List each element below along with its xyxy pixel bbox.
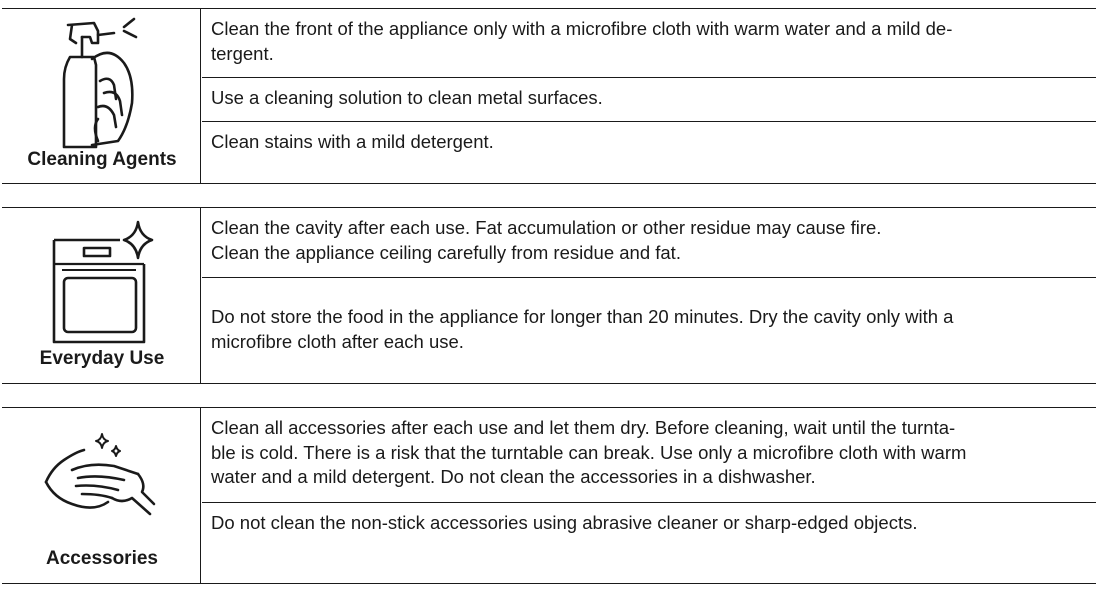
instruction-text: Clean the appliance ceiling carefully from residue and fat.	[211, 241, 681, 263]
instruction-row	[202, 208, 1096, 277]
instruction-row	[202, 408, 1096, 502]
instruction-text: ble is cold. There is a risk that the turntable can break. Use only a microfibre cloth with warm	[211, 441, 967, 463]
column-divider	[200, 408, 201, 583]
instruction-text: microfibre cloth after each use.	[211, 330, 464, 352]
column-divider	[200, 9, 201, 183]
instruction-text: water and a mild detergent. Do not clean the accessories in a dishwasher.	[211, 466, 816, 487]
instruction-row	[202, 502, 1096, 583]
instruction-text: Clean all accessories after each use and let them dry. Before cleaning, wait until the turnta-	[211, 417, 956, 438]
section-accessories	[2, 407, 1096, 584]
section-everyday-use	[2, 207, 1096, 384]
instruction-text: Use a cleaning solution to clean metal surfaces.	[211, 87, 603, 108]
column-divider	[200, 208, 201, 383]
instruction-row	[202, 9, 1096, 77]
section-cleaning-agents	[2, 8, 1096, 184]
section-label: Everyday Use	[39, 348, 165, 369]
instruction-text: Clean the cavity after each use. Fat accumulation or other residue may cause fire.	[211, 217, 882, 238]
instruction-text: Do not store the food in the appliance for longer than 20 minutes. Dry the cavity only with a	[211, 306, 954, 327]
instruction-text: Clean the front of the appliance only with a microfibre cloth with warm water and a mild de-	[211, 18, 953, 39]
section-label: Cleaning Agents	[27, 149, 177, 170]
instruction-row	[202, 77, 1096, 121]
spray-bottle-cloth-icon	[58, 17, 138, 149]
hand-cloth-sparkle-icon	[42, 428, 162, 518]
instruction-text: Do not clean the non-stick accessories using abrasive cleaner or sharp-edged objects.	[211, 512, 918, 533]
instruction-row	[202, 121, 1096, 183]
section-icon-column	[2, 208, 202, 383]
section-label: Accessories	[46, 548, 158, 569]
section-icon-column	[2, 408, 202, 583]
section-rows	[202, 408, 1096, 583]
instruction-row	[202, 277, 1096, 383]
section-rows	[202, 9, 1096, 183]
instruction-text: Clean stains with a mild detergent.	[211, 131, 494, 152]
section-icon-column	[2, 9, 202, 183]
section-rows	[202, 208, 1096, 383]
instruction-text: tergent.	[211, 42, 274, 64]
oven-sparkle-icon	[52, 220, 162, 348]
